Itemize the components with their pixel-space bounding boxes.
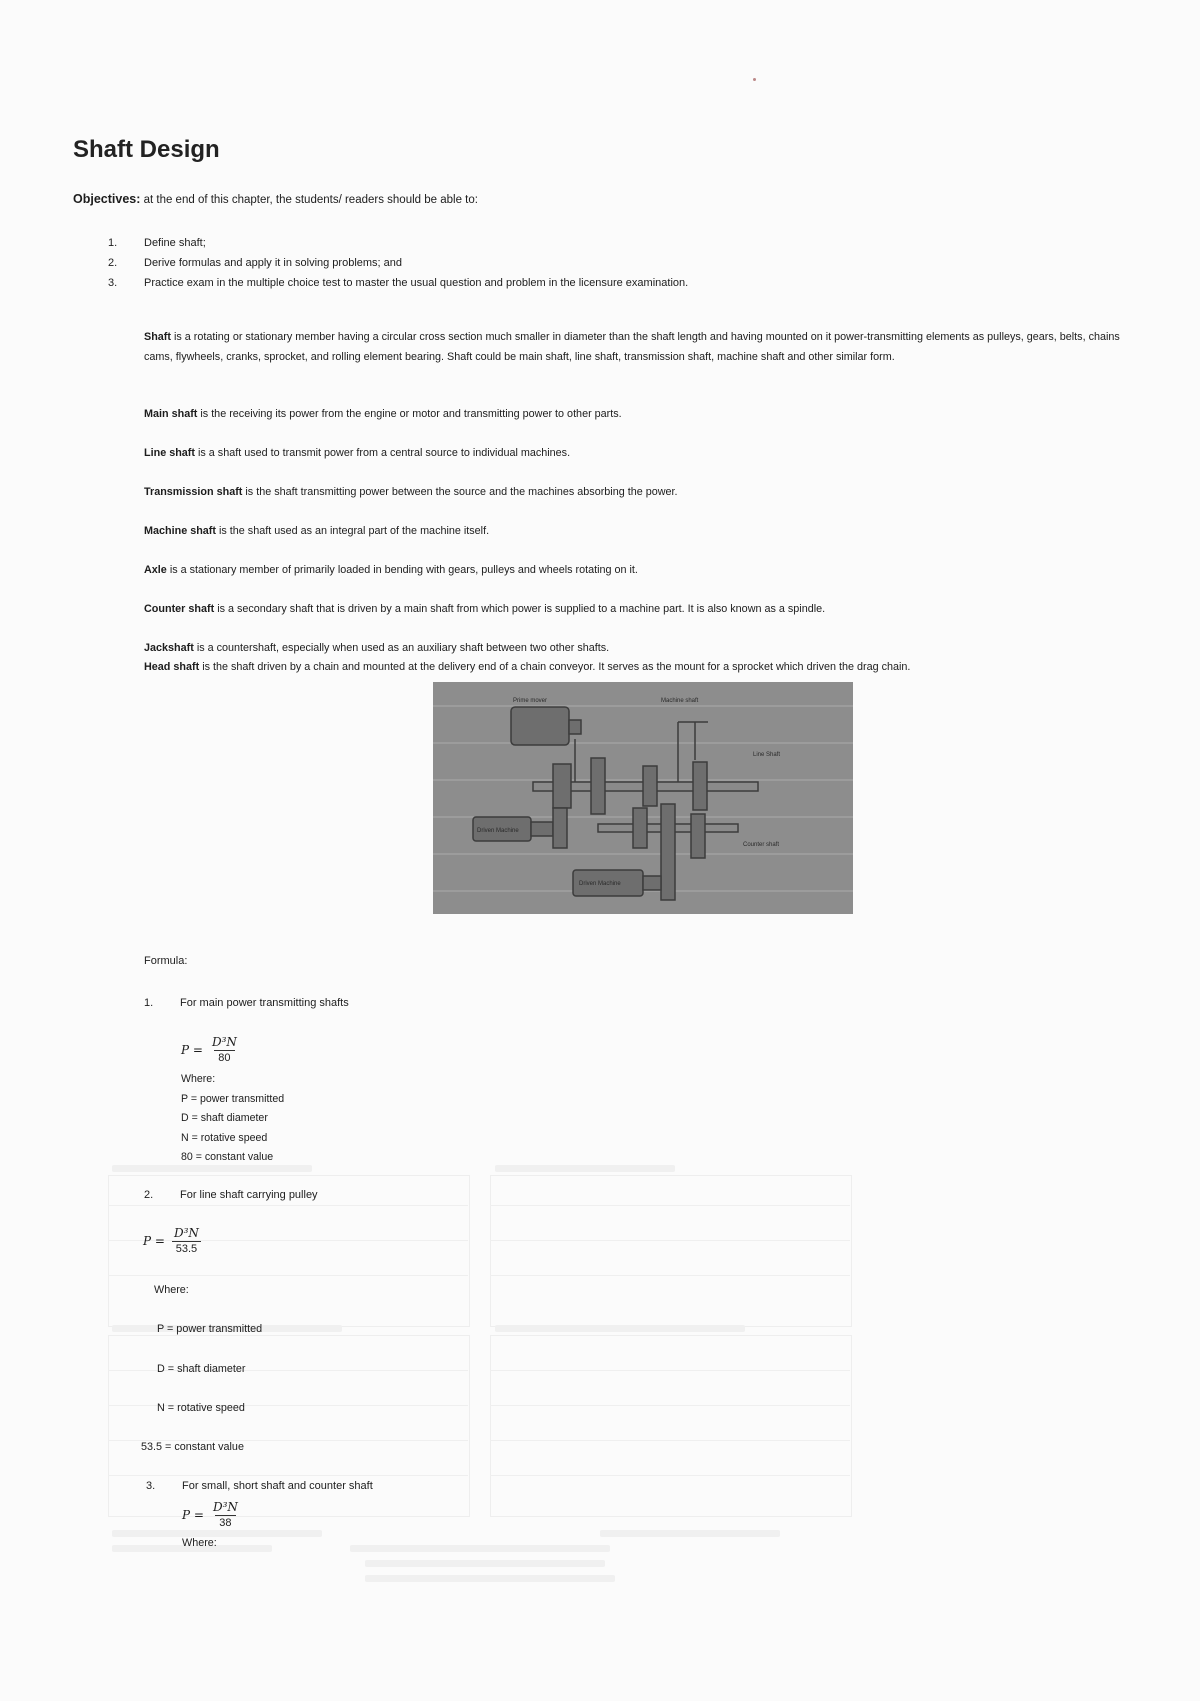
objectives-line <box>73 192 478 206</box>
definition-term: Transmission shaft <box>144 486 243 498</box>
definition-transmission-shaft <box>144 483 678 503</box>
equation-lhs: P = <box>182 1507 204 1522</box>
definition-text: is the shaft transmitting power between the source and the machines absorbing the power. <box>245 486 678 498</box>
shaft-arrangement-figure <box>433 682 853 914</box>
where-item: D = shaft diameter <box>157 1363 246 1375</box>
where-item: D = shaft diameter <box>181 1112 268 1124</box>
figure-label-driven-machine: Driven Machine <box>579 881 621 887</box>
shaft-diagram <box>433 682 853 914</box>
formula-equation <box>181 1035 241 1064</box>
list-text: Derive formulas and apply it in solving problems; and <box>144 257 403 269</box>
where-item: 80 = constant value <box>181 1151 274 1163</box>
definition-text: is a rotating or stationary member having a circular cross section much smaller in diameter than the shaft length and having mounted on it power-transmitting elements as pulleys, gears, belts, chains cams, flywheels, cranks, sprocket, and rolling element bearing. Shaft could be main shaft, line shaft, transmission shaft, machine shaft and other similar form. <box>144 331 1120 363</box>
equation-numerator: D³N <box>173 1226 199 1240</box>
list-text: Define shaft; <box>144 237 206 249</box>
equation-fraction <box>170 1226 203 1255</box>
figure-label-counter-shaft: Counter shaft <box>743 842 780 848</box>
equation-lhs: P = <box>181 1042 203 1057</box>
figure-label-line-shaft: Line Shaft <box>753 752 781 758</box>
where-label: Where: <box>181 1073 216 1085</box>
equation-fraction <box>209 1500 242 1529</box>
formula-number: 2. <box>144 1189 154 1201</box>
definition-term: Machine shaft <box>144 525 216 537</box>
figure-label-driven-machine: Driven Machine <box>477 828 519 834</box>
definition-text: is a countershaft, especially when used as an auxiliary shaft between two other shafts. <box>196 642 610 654</box>
definition-axle <box>144 561 638 581</box>
definition-text: is the shaft driven by a chain and mounted at the delivery end of a chain conveyor. It serves as the mount for a sprocket which driven the drag chain. <box>202 661 911 673</box>
where-item: P = power transmitted <box>181 1092 285 1105</box>
page-title: Shaft Design <box>73 136 220 163</box>
definition-text: is a secondary shaft that is driven by a main shaft from which power is supplied to a machine part. It is also known as a spindle. <box>217 603 826 615</box>
formula-item-title <box>146 1480 373 1492</box>
definition-term: Main shaft <box>144 408 198 420</box>
equation-lhs: P = <box>143 1233 165 1248</box>
definition-machine-shaft <box>144 522 489 542</box>
list-item <box>108 253 688 273</box>
where-item: N = rotative speed <box>157 1402 245 1414</box>
definition-text: is the receiving its power from the engine or motor and transmitting power to other parts. <box>200 408 622 420</box>
where-item: P = power transmitted <box>157 1323 263 1335</box>
definition-term: Axle <box>144 564 167 576</box>
prime-mover-shape <box>511 707 569 745</box>
formula-item-title <box>144 1189 318 1201</box>
objectives-intro: at the end of this chapter, the students/ readers should be able to: <box>143 194 478 206</box>
formula-number: 1. <box>144 997 154 1009</box>
formula-title: For small, short shaft and counter shaft <box>182 1480 373 1492</box>
definition-counter-shaft <box>144 600 825 620</box>
definition-term: Head shaft <box>144 661 200 673</box>
definition-main-shaft <box>144 405 622 425</box>
list-item <box>108 233 688 253</box>
equation-denominator: 53.5 <box>172 1241 201 1255</box>
formula-item-title <box>144 997 349 1009</box>
list-item <box>108 273 688 293</box>
list-number: 1. <box>108 237 118 249</box>
definition-shaft <box>144 328 1144 367</box>
definition-term: Jackshaft <box>144 642 194 654</box>
formula-equation <box>182 1500 242 1529</box>
where-list <box>181 1070 284 1168</box>
equation-denominator: 38 <box>215 1515 235 1529</box>
definition-term: Shaft <box>144 331 171 343</box>
equation-numerator: D³N <box>211 1035 237 1049</box>
where-label: Where: <box>154 1284 189 1296</box>
list-text: Practice exam in the multiple choice test to master the usual question and problem in the licensure examination. <box>144 277 689 289</box>
formula-title: For line shaft carrying pulley <box>180 1189 318 1201</box>
figure-label-machine-shaft: Machine shaft <box>661 698 699 704</box>
equation-numerator: D³N <box>212 1500 238 1514</box>
formula-title: For main power transmitting shafts <box>180 997 349 1009</box>
where-label: Where: <box>182 1537 217 1549</box>
definition-text: is a stationary member of primarily loaded in bending with gears, pulleys and wheels rotating on it. <box>169 564 638 576</box>
definition-term: Line shaft <box>144 447 195 459</box>
formula-label: Formula: <box>144 955 188 967</box>
equation-fraction <box>208 1035 241 1064</box>
figure-label-prime-mover: Prime mover <box>513 698 548 704</box>
equation-denominator: 80 <box>214 1050 234 1064</box>
where-item: N = rotative speed <box>181 1131 268 1144</box>
where-item: 53.5 = constant value <box>141 1441 244 1453</box>
definition-head-shaft <box>144 658 910 678</box>
objectives-label: Objectives: <box>73 192 141 206</box>
definition-term: Counter shaft <box>144 603 215 615</box>
definition-text: is a shaft used to transmit power from a central source to individual machines. <box>198 447 571 459</box>
objectives-list <box>108 233 688 293</box>
definition-line-shaft <box>144 444 570 464</box>
list-number: 2. <box>108 257 118 269</box>
formula-number: 3. <box>146 1480 156 1492</box>
list-number: 3. <box>108 277 118 289</box>
definition-jackshaft <box>144 639 609 659</box>
definition-text: is the shaft used as an integral part of the machine itself. <box>219 525 490 537</box>
formula-equation <box>143 1226 203 1255</box>
